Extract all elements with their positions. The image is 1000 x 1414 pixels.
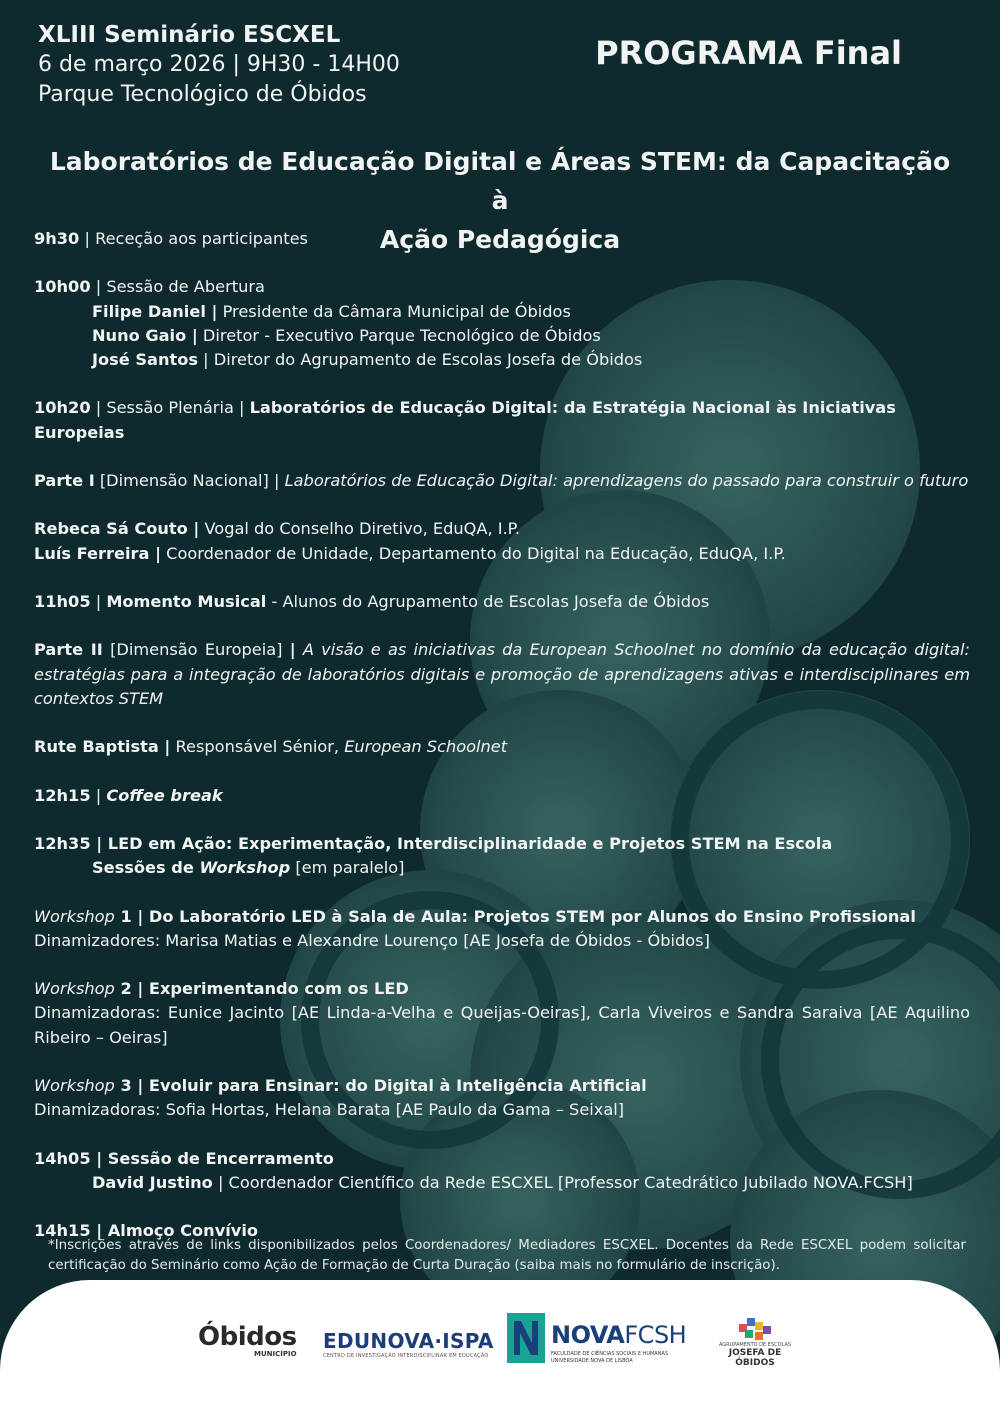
workshop-2-dinamizadoras: Dinamizadoras: Eunice Jacinto [AE Linda-a-Velha e Queijas-Oeiras], Carla Viveiros e Sandra Saraiva [AE Aquilino Ribeiro – Oeiras] bbox=[34, 1003, 970, 1047]
workshop-1-dinamizadores: Dinamizadores: Marisa Matias e Alexandre Lourenço [AE Josefa de Óbidos - Óbidos] bbox=[34, 930, 710, 950]
agenda bbox=[34, 227, 970, 1243]
agenda-item-coffee: 12h15 | Coffee break bbox=[34, 785, 223, 805]
registration-footnote: *Inscrições através de links disponibilizados pelos Coordenadores/ Mediadores ESCXEL. Docentes da Rede ESCXEL podem solicitar certificação do Seminário como Ação de Formação de Curta Duração (saiba mais no formulário de inscrição). bbox=[48, 1238, 966, 1273]
agenda-item-plenaria: 10h20 | Sessão Plenária | Laboratórios de Educação Digital: da Estratégia Nacional às Iniciativas Europeias bbox=[34, 398, 896, 442]
agenda-item-parte-2: Parte II [Dimensão Europeia] | A visão e as iniciativas da European Schoolnet no domínio da educação digital: estratégias para a integração de laboratórios digitais e promoção de aprendizagens ativas e interdisciplinares em contextos STEM bbox=[34, 640, 970, 708]
agenda-item-musical: 11h05 | Momento Musical - Alunos do Agrupamento de Escolas Josefa de Óbidos bbox=[34, 591, 710, 611]
led-sessions: Sessões de Workshop [em paralelo] bbox=[92, 858, 405, 878]
workshop-2: Workshop 2 | Experimentando com os LED bbox=[34, 979, 409, 999]
event-place: Parque Tecnológico de Óbidos bbox=[38, 82, 367, 107]
agenda-item-led: 12h35 | LED em Ação: Experimentação, Interdisciplinaridade e Projetos STEM na Escola bbox=[34, 833, 833, 853]
agenda-item-almoco: 14h15 | Almoço Convívio bbox=[34, 1221, 259, 1241]
speaker: Nuno Gaio | Diretor - Executivo Parque Tecnológico de Óbidos bbox=[92, 325, 601, 345]
josefa-obidos-logo: AGRUPAMENTO DE ESCOLAS JOSEFA DE ÓBIDOS bbox=[712, 1316, 798, 1368]
event-date-time: 6 de março 2026 | 9H30 - 14H00 bbox=[38, 52, 400, 77]
seminar-name: XLIII Seminário ESCXEL bbox=[38, 22, 341, 48]
speaker: José Santos | Diretor do Agrupamento de Escolas Josefa de Óbidos bbox=[92, 350, 643, 369]
agenda-item-rececao: 9h30 | Receção aos participantes bbox=[34, 229, 308, 248]
agenda-item-parte-1: Parte I [Dimensão Nacional] | Laboratórios de Educação Digital: aprendizagens do passado para construir o futuro bbox=[34, 470, 969, 490]
edunova-logo: EDUNOVA·ISPA CENTRO DE INVESTIGAÇÃO INTERDISCIPLINAR EM EDUCAÇÃO bbox=[323, 1329, 494, 1359]
workshop-3-dinamizadoras: Dinamizadoras: Sofia Hortas, Helana Barata [AE Paulo da Gama – Seixal] bbox=[34, 1100, 625, 1120]
workshop-3: Workshop 3 | Evoluir para Ensinar: do Digital à Inteligência Artificial bbox=[34, 1075, 647, 1095]
agenda-item-encerramento: 14h05 | Sessão de Encerramento bbox=[34, 1148, 334, 1168]
event-header bbox=[38, 20, 400, 110]
speaker: Rute Baptista | Responsável Sénior, European Schoolnet bbox=[34, 737, 508, 757]
programa-label: PROGRAMA Final bbox=[595, 34, 902, 72]
speaker: Rebeca Sá Couto | Vogal do Conselho Diretivo, EduQA, I.P. bbox=[34, 519, 521, 539]
josefa-emblem-icon bbox=[735, 1316, 775, 1342]
footer-band bbox=[0, 1280, 1000, 1414]
speaker: Filipe Daniel | Presidente da Câmara Municipal de Óbidos bbox=[92, 301, 571, 321]
speaker: David Justino | Coordenador Científico da Rede ESCXEL [Professor Catedrático Jubilado NOVA.FCSH] bbox=[92, 1172, 913, 1192]
nova-n-icon bbox=[507, 1313, 545, 1363]
poster: XLIII Seminário ESCXEL 6 de março 2026 | 9H30 - 14H00 Parque Tecnológico de Óbidos PROGRAMA Final Laboratórios de Educação Digital e Áreas STEM: da Capacitação à Ação Pedagógica 9h30 | Receção aos participantes 10h00 | Sessão de Abertura Filipe Daniel | Presidente da Câmara Municipal de Óbidos Nuno Gaio | Diretor - Executivo Parque Tecnológico de Óbidos José Santos | Diretor do Agrupamento de Escolas Josefa de Óbidos 10h20 | Sessão Plenária | Laboratórios de Educação Digital: da Estratégia Nacional às Iniciativas Europeias Parte I [Dimensão Nacional] | Laboratórios de Educação Digital: aprendizagens do passado para construir o futuro Rebeca Sá Couto | Vogal do Conselho Diretivo, EduQA, I.P. Luís Ferreira | Coordenador de Unidade, Departamento do Digital na Educação, EduQA, I.P. 11h05 | Momento Musical - Alunos do Agrupamento de Escolas Josefa de Óbidos Parte II [Dimensão Europeia] | A visão e as iniciativas da European Schoolnet no domínio da educação digital: estratégias para a integração de laboratórios digitais e promoção de aprendizagens ativas e interdisciplinares em contextos STEM Rute Baptista | Responsável Sénior, European Schoolnet 12h15 | Coffee break 12h35 | LED em Ação: Experimentação, Interdisciplinaridade e Projetos STEM na Escola Sessões de Workshop [em paralelo] Workshop 1 | Do Laboratório LED à Sala de Aula: Projetos STEM por Alunos do Ensino Profissional Dinamizadores: Marisa Matias e Alexandre Lourenço [AE Josefa de Óbidos - Óbidos] Workshop 2 | Experimentando com os LED Dinamizadoras: Eunice Jacinto [AE Linda-a-Velha e Queijas-Oeiras], Carla Viveiros e Sandra Saraiva [AE Aquilino Ribeiro – Oeiras] Workshop 3 | Evoluir para Ensinar: do Digital à Inteligência Artificial Dinamizadoras: Sofia Hortas, Helana Barata [AE Paulo da Gama – Seixal] 14h05 | Sessão de Encerramento David Justino | Coordenador Científico da Rede ESCXEL [Professor Catedrático Jubilado NOVA.FCSH] 14h15 | Almoço Convívio *Inscrições através de links disponibilizados pelos Coordenadores/ Mediadores ESCXEL. Docentes da Rede ESCXEL podem solicitar certificação do Seminário como Ação de Formação de Curta Duração (saiba mais no formulário de inscrição). Óbidos MUNICÍPIO EDUNOVA·ISPA CENTRO DE INVESTIGAÇÃO INTERDISCIPLINAR EM EDUCAÇÃO NOVAFCSH FACULDADE DE CIÊNCIAS SOCIAIS E HUMANAS UNIVERSIDADE NOVA DE LISBOA AGRUPAMENTO DE ESCOLAS JOSEFA DE ÓBIDOS bbox=[0, 0, 1000, 1414]
title-line-2: Ação Pedagógica bbox=[379, 225, 621, 254]
workshop-1: Workshop 1 | Do Laboratório LED à Sala de Aula: Projetos STEM por Alunos do Ensino Profissional bbox=[34, 906, 916, 926]
agenda-item-abertura: 10h00 | Sessão de Abertura bbox=[34, 277, 265, 297]
obidos-logo: Óbidos MUNICÍPIO bbox=[198, 1322, 297, 1358]
title-line-1: Laboratórios de Educação Digital e Áreas STEM: da Capacitação à bbox=[49, 147, 951, 215]
speaker: Luís Ferreira | Coordenador de Unidade, Departamento do Digital na Educação, EduQA, I.P. bbox=[34, 543, 786, 563]
